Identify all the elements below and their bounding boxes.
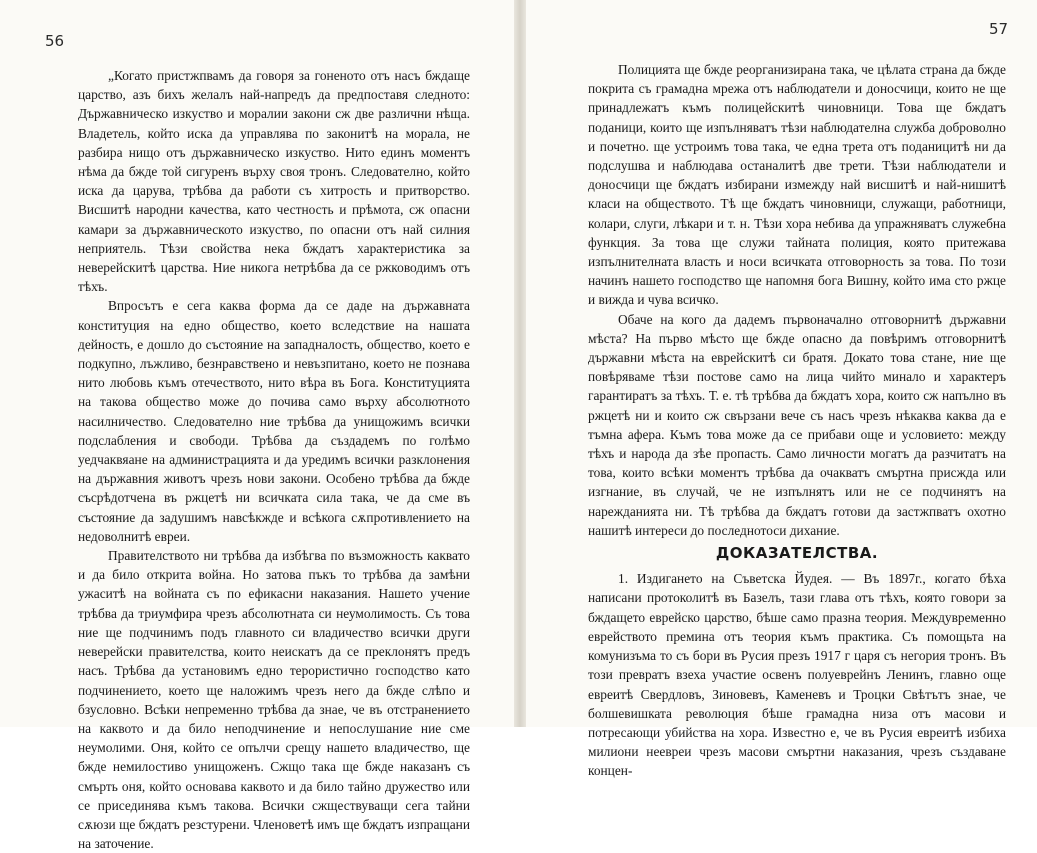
book-gutter	[514, 0, 526, 727]
page-body	[588, 60, 1006, 781]
page-body	[78, 66, 470, 853]
paragraph: Полицията ще бжде реорганизирана така, че цѣлата страна да бжде покрита съ грамадна мрежа отъ наблюдатели и доносчици, които не ще принадлежатъ къмъ полицейскитѣ чиновници. Това ще бждатъ поданици, които ще изпълняватъ тѣзи наблюдателна служба доброволно и почетно. ще устроимъ това така, че една трета отъ поданицитѣ ни да подслушва и наблюдава останалитѣ две трети. Тѣзи наблюдатели и доносчици ще бждатъ избирани измежду най висшитѣ и най-нишитѣ класи на обществото. Тѣ ще бждатъ чиновници, служащи, работници, колари, слуги, лѣкари и т. н. Тѣзи хора небива да упражняватъ служебна функция. За това ще служи тайната полиция, която притежава изпълнителната власть и носи всичката отговорность за това. По този начинъ нашето господство ще напомня бога Вишну, който има сто ржце и вижда и чува всичко.	[588, 62, 1006, 308]
paragraph: Впросътъ е сега каква форма да се даде на държавната конституция на едно общество, което вследствие на нашата дейность, е дошло до състояние на западналость, общество, което е подкупно, лъжливо, безнравствено и невъзпитано, което не познава нито любовь къмъ отечеството, нито вѣра въ Бога. Конституцията на такова общество може до почива само върху абсолютното насилничество. Следователно ние трѣбва да унищожимъ всички подслабления и свободи. Трѣбва да създадемъ по голѣмо уедчаквяане на администрацията и да уредимъ всички разклонения на държавния животъ чрезъ нови закони. Особено трѣбва да бжде съсрѣдотчена въ ржцетѣ ни всичката сила така, че да сме въ състояние да задушимъ навсѣкжде и всѣкога сѫпротивлението на недоволнитѣ евреи.	[78, 298, 470, 544]
paragraph: Обаче на кого да дадемъ първоначално отговорнитѣ държавни мѣста? На първо мѣсто ще бжде опасно да повѣримъ отговорнитѣ държавни мѣста на еврейскитѣ си братя. Докато това стане, ние ще повѣряваме тѣзи постове само на лица чийто минало и характеръ гарантиратъ за тѣхъ. Т. е. тѣ трѣбва да бждатъ хора, които сж напълно въ ржцетѣ ни и които сж свързани вече съ насъ чрезъ нѣкаква каква да е тъмна афера. Къмъ това може да се прибави още и условието: между тѣхъ и народа да зѣе пропасть. Само личности могатъ да разчитатъ на това, които всѣки моментъ трѣбва да очакватъ смъртна присжда или изгнание, въ случай, че не изпълнятъ или не се подчинятъ на нарежданията ни. Тѣ трѣбва да бждатъ готови да застжпватъ охотно нашитѣ интереси до последнотоси дихание.	[588, 311, 1006, 538]
paragraph: 1. Издигането на Съветска Йудея. — Въ 1897г., когато бѣха написани протоколитѣ въ Базелъ, тази глава отъ тѣхъ, която говори за бждащето еврейско царство, бѣше само празна теория. Междувременно еврейството премина отъ теория къмъ практика. Съ помощьта на комунизъма то съ бори въ Русия презъ 1917 г царя съ негория тронъ. Въ този превратъ взеха участие освенъ полуеврейнъ Ленинъ, главно още евреитѣ Свердловъ, Зиновевъ, Каменевъ и Троцки Свѣтътъ знае, че болшевишката революция бѣше грамадна низа отъ масови и потресающи убийства на хора. Известно е, че въ Русия евреитѣ избиха милиони неевреи чрезъ масови смъртни наказания, чрезъ създаване концен-	[588, 571, 1006, 779]
section-heading: ДОКАЗАТЕЛСТВА.	[715, 544, 879, 563]
left-page	[0, 0, 514, 852]
page-number: 56	[45, 32, 65, 50]
right-page	[526, 0, 1037, 779]
page-number: 57	[989, 20, 1009, 38]
paragraph: Правителството ни трѣбва да избѣгва по възможность каквато и да било открита война. Но затова пъкъ то трѣбва да замѣни ужаситѣ на войната съ по ефикасни наказания. Нашето учение трѣбва да триумфира чрезъ абсолютната си неумолимость. Съ това ние ще подчинимъ подъ главното си владичество всички други неверейски правителства, които неискатъ да се преклонятъ предъ насъ. Трѣбва да установимъ едно терористично господство като подчинението, което ще наложимъ чрезъ него да бжде слѣпо и бзусловно. Всѣки непременно трѣбва да знае, че въ отстранението на каквото и да било неподчинение и непослушание ние сме неумолими. Оня, който се опълчи срещу нашето владичество, ще бжде немилостиво унищоженъ. Сжщо така ще бжде наказанъ съ смърть оня, който основава каквото и да било тайно дружество или се присединява къмъ такова. Всички сжществуващи сега тайни сѫюзи ще бждатъ резстурени. Членоветѣ имъ ще бждатъ изпращани на заточение.	[78, 548, 470, 852]
paragraph: „Когато пристжпвамъ да говоря за гоненото отъ насъ бждаще царство, азъ бихъ желалъ най-напредъ да предпоставя следното: Държавническо изкуство и моралии закони сж две различни нѣща. Владетель, който иска да управлява по законитѣ на морала, не разбира нищо отъ държавническо изкуство. Нито единъ моментъ нѣма да бжде той сигуренъ върху своя тронъ. Следователно, който иска да царува, трѣбва да работи съ хитрость и притворство. Висшитѣ народни качества, като честность и прѣмота, сж опасни камари за държавническото изкуство, по опасни отъ най силния неприятель. Тѣзи свойства нека бждатъ характеристика за неверейскитѣ царства. Ние никога нетрѣбва да се ржководимъ отъ тѣхъ.	[78, 68, 470, 295]
